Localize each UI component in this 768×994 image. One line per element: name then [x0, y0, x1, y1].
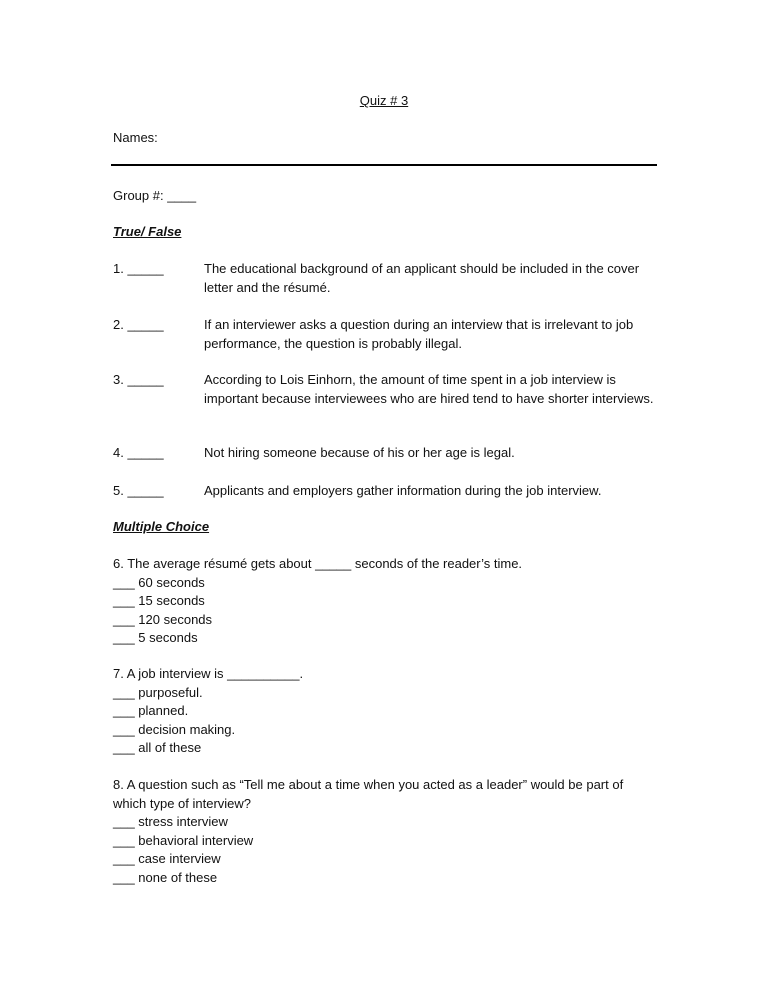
- statement-text: If an interviewer asks a question during an interview that is irrelevant to job performance, the question is probably illegal.: [204, 317, 634, 351]
- option: ___ case interview: [113, 851, 221, 866]
- answer-blank: 2. _____: [113, 317, 164, 332]
- question-text: 8. A question such as “Tell me about a time when you acted as a leader” would be part of which type of interview?: [113, 777, 624, 811]
- option-list: [113, 574, 658, 648]
- statement-text: According to Lois Einhorn, the amount of time spent in a job interview is important because interviewees who are hired tend to have shorter interviews.: [204, 372, 654, 406]
- names-label: Names:: [113, 130, 158, 145]
- question-text: 7. A job interview is __________.: [113, 666, 304, 681]
- answer-blank: 5. _____: [113, 483, 164, 498]
- option: ___ decision making.: [113, 721, 236, 737]
- option: ___ none of these: [113, 869, 218, 885]
- option: ___ 120 seconds: [113, 611, 213, 627]
- multiple-choice-item: [113, 555, 658, 648]
- option: ___ all of these: [113, 740, 202, 755]
- statement-text: Applicants and employers gather information during the job interview.: [204, 483, 602, 498]
- section-true-false-heading: True/ False: [113, 224, 182, 239]
- statement-text: The educational background of an applicant should be included in the cover letter and the résumé.: [204, 261, 640, 295]
- multiple-choice-item: [113, 776, 658, 887]
- names-underline: [111, 164, 657, 166]
- option-list: [113, 684, 658, 758]
- option: ___ behavioral interview: [113, 832, 254, 848]
- question-text: 6. The average résumé gets about _____ seconds of the reader’s time.: [113, 556, 523, 571]
- group-label: Group #: ____: [113, 188, 197, 203]
- page-title: Quiz # 3: [359, 93, 409, 108]
- option-list: [113, 813, 658, 887]
- option: ___ 5 seconds: [113, 630, 198, 645]
- answer-blank: 1. _____: [113, 261, 164, 276]
- answer-blank: 4. _____: [113, 445, 164, 460]
- option: ___ stress interview: [113, 814, 228, 829]
- multiple-choice-item: [113, 665, 658, 758]
- answer-blank: 3. _____: [113, 372, 164, 387]
- option: ___ 15 seconds: [113, 593, 205, 608]
- statement-text: Not hiring someone because of his or her age is legal.: [204, 445, 515, 460]
- option: ___ planned.: [113, 703, 189, 718]
- option: ___ purposeful.: [113, 684, 203, 700]
- section-multiple-choice-heading: Multiple Choice: [113, 519, 210, 534]
- option: ___ 60 seconds: [113, 574, 205, 590]
